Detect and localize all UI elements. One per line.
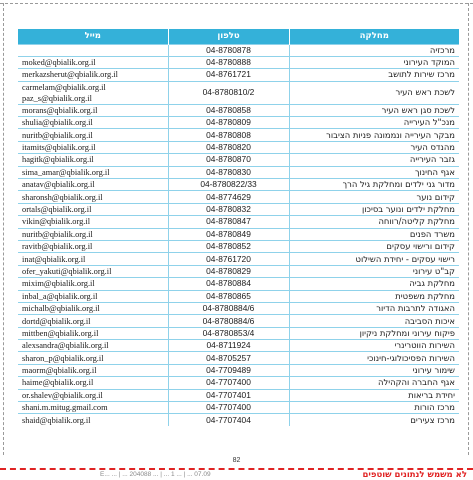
table-header-row (18, 29, 459, 44)
department-cell: אגף החינוך (289, 166, 459, 178)
email-value: michalb@qbialik.org.il (22, 304, 100, 314)
email-cell (18, 340, 168, 352)
email-cell (18, 265, 168, 277)
email-cell (18, 44, 168, 56)
email-value: or.shalev@qbialik.org.il (22, 390, 103, 400)
email-value: anatav@qbialik.org.il (22, 180, 95, 190)
email-cell (18, 352, 168, 364)
table-row (18, 69, 459, 81)
department-cell: האגודה לתרבות הדיור (289, 302, 459, 314)
email-value: sharonsh@qbialik.org.il (22, 192, 103, 202)
phone-cell: 04-8780832 (168, 203, 289, 215)
email-value: inbal_a@qbialik.org.il (22, 291, 98, 301)
phone-cell: 04-8780820 (168, 141, 289, 153)
email-cell (18, 191, 168, 203)
email-value: ortals@qbialik.org.il (22, 204, 92, 214)
table-row (18, 44, 459, 56)
footer-meta: E... ... | ... 204088 ... | ... 1 ... | ... 07.09 (100, 471, 211, 478)
email-cell (18, 228, 168, 240)
table-row (18, 154, 459, 166)
page-border-right (468, 3, 469, 455)
email-cell (18, 364, 168, 376)
table-row (18, 278, 459, 290)
email-cell (18, 315, 168, 327)
email-cell (18, 414, 168, 426)
footer-divider (0, 468, 473, 470)
department-cell: מבקר העירייה ונממונה פניות הציבור (289, 129, 459, 141)
phone-cell: 04-8780829 (168, 265, 289, 277)
phone-cell: 04-8780858 (168, 104, 289, 116)
phone-cell: 04-8780884/6 (168, 315, 289, 327)
department-cell: מחלקת ילדים ונוער בסיכון (289, 203, 459, 215)
phone-cell: 04-8780847 (168, 216, 289, 228)
department-cell: מחלקת קליטה/רווחה (289, 216, 459, 228)
page-border-left (3, 3, 4, 455)
email-value: shaid@qbialik.org.il (22, 415, 91, 425)
phone-cell: 04-7709489 (168, 364, 289, 376)
department-cell: מהנדס העיר (289, 141, 459, 153)
table-row (18, 315, 459, 327)
email-value: alexsandra@qbialik.org.il (22, 341, 109, 351)
table-row (18, 389, 459, 401)
department-cell: מדור גני ילדים ומחלקת גיל הרך (289, 179, 459, 191)
email-cell (18, 81, 168, 104)
table-row (18, 166, 459, 178)
phone-cell: 04-8780808 (168, 129, 289, 141)
email-cell (18, 203, 168, 215)
table-row (18, 56, 459, 68)
email-cell (18, 179, 168, 191)
phone-cell: 04-8780884 (168, 278, 289, 290)
table-row (18, 141, 459, 153)
page-border-top (0, 3, 473, 4)
table-row (18, 104, 459, 116)
email-value: sima_amar@qbialik.org.il (22, 167, 110, 177)
email-cell (18, 117, 168, 129)
department-cell: מחלקת גביה (289, 278, 459, 290)
header-phone: טלפון (168, 29, 289, 44)
email-value: mittben@qbialik.org.il (22, 328, 99, 338)
email-cell (18, 302, 168, 314)
email-cell (18, 253, 168, 265)
email-cell (18, 216, 168, 228)
phone-cell: 04-7707404 (168, 414, 289, 426)
phone-cell: 04-8761721 (168, 69, 289, 81)
email-cell (18, 327, 168, 339)
email-value: nuritb@qbialik.org.il (22, 130, 93, 140)
email-cell (18, 56, 168, 68)
email-value: dortd@qbialik.org.il (22, 316, 91, 326)
table-body (18, 44, 459, 426)
phone-cell: 04-8780884/6 (168, 302, 289, 314)
phone-cell: 04-7707400 (168, 377, 289, 389)
email-value: itamits@qbialik.org.il (22, 143, 96, 153)
email-cell (18, 278, 168, 290)
department-cell: מנכ"ל העירייה (289, 117, 459, 129)
table-row (18, 377, 459, 389)
page-number: 82 (232, 457, 241, 464)
table-row (18, 216, 459, 228)
email-cell (18, 141, 168, 153)
phone-cell: 04-8780870 (168, 154, 289, 166)
phone-cell: 04-8705257 (168, 352, 289, 364)
email-value: maorm@qbialik.org.il (22, 366, 97, 376)
phone-cell: 04-7707401 (168, 389, 289, 401)
phone-cell: 04-8780810/2 (168, 81, 289, 104)
table-row (18, 414, 459, 426)
footer-warning: לא משמש לנתונים שוטפים (362, 471, 467, 480)
email-value: paz_s@qbialik.org.il (22, 93, 92, 103)
header-department: מחלקה (289, 29, 459, 44)
table-row (18, 340, 459, 352)
department-cell: יחידת בריאות (289, 389, 459, 401)
department-cell: מרכז שירות לתושב (289, 69, 459, 81)
email-cell (18, 402, 168, 414)
table-row (18, 327, 459, 339)
department-cell: לשכת סגן ראש העיר (289, 104, 459, 116)
email-value: morans@qbialik.org.il (22, 105, 98, 115)
table-row (18, 81, 459, 104)
email-cell (18, 154, 168, 166)
table-row (18, 129, 459, 141)
table-row (18, 203, 459, 215)
contacts-table (18, 29, 459, 426)
table-row (18, 240, 459, 252)
department-cell: משרד הפנים (289, 228, 459, 240)
department-cell: לשכת ראש העיר (289, 81, 459, 104)
phone-cell: 04-8780822/33 (168, 179, 289, 191)
email-cell (18, 129, 168, 141)
phone-cell: 04-8761720 (168, 253, 289, 265)
email-value: merkazsherut@qbialik.org.il (22, 70, 118, 80)
department-cell: מרכז צעירים (289, 414, 459, 426)
footer (0, 471, 473, 480)
phone-cell: 04-8711924 (168, 340, 289, 352)
phone-cell: 04-8780830 (168, 166, 289, 178)
email-value: hagitk@qbialik.org.il (22, 155, 94, 165)
phone-cell: 04-8774629 (168, 191, 289, 203)
email-cell (18, 377, 168, 389)
table-row (18, 117, 459, 129)
department-cell: קידום נוער (289, 191, 459, 203)
table-row (18, 402, 459, 414)
phone-cell: 04-8780865 (168, 290, 289, 302)
table-row (18, 265, 459, 277)
phone-cell: 04-8780888 (168, 56, 289, 68)
department-cell: מרכז הורות (289, 402, 459, 414)
email-value: carmelam@qbialik.org.il (22, 82, 106, 92)
department-cell: פיקוח עירוני ומחלקת ניקיון (289, 327, 459, 339)
department-cell: השירות הווטרינרי (289, 340, 459, 352)
email-value: ofer_yakuti@qbialik.org.il (22, 266, 112, 276)
table-row (18, 179, 459, 191)
email-value: inat@qbialik.org.il (22, 254, 86, 264)
email-cell (18, 240, 168, 252)
department-cell: גזבר העירייה (289, 154, 459, 166)
email-cell (18, 389, 168, 401)
email-cell (18, 104, 168, 116)
email-value: haime@qbialik.org.il (22, 378, 94, 388)
phone-cell: 04-8780849 (168, 228, 289, 240)
email-value: sharon_p@qbialik.org.il (22, 353, 104, 363)
email-cell (18, 290, 168, 302)
department-cell: מחלקת משפטית (289, 290, 459, 302)
email-value: nuritb@qbialik.org.il (22, 229, 93, 239)
phone-cell: 04-8780878 (168, 44, 289, 56)
phone-cell: 04-8780809 (168, 117, 289, 129)
table-row (18, 302, 459, 314)
email-value: shani.m.mitug.gmail.com (22, 403, 108, 413)
phone-cell: 04-8780852 (168, 240, 289, 252)
header-email: מייל (18, 29, 168, 44)
phone-cell: 04-7707400 (168, 402, 289, 414)
phone-cell: 04-8780853/4 (168, 327, 289, 339)
department-cell: המוקד העירוני (289, 56, 459, 68)
table-row (18, 191, 459, 203)
email-value: moked@qbialik.org.il (22, 58, 96, 68)
email-value: mixim@qbialik.org.il (22, 279, 95, 289)
department-cell: רישוי עסקים - יחידת השילוט (289, 253, 459, 265)
table-row (18, 253, 459, 265)
department-cell: אגף החברה והקהילה (289, 377, 459, 389)
department-cell: קידום ורישוי עסקים (289, 240, 459, 252)
department-cell: מרכזיה (289, 44, 459, 56)
email-value: ravitb@qbialik.org.il (22, 242, 93, 252)
email-cell (18, 69, 168, 81)
department-cell: קב"ט עירוני (289, 265, 459, 277)
table-row (18, 364, 459, 376)
department-cell: שימור עירוני (289, 364, 459, 376)
table-row (18, 228, 459, 240)
department-cell: איכות הסביבה (289, 315, 459, 327)
table-row (18, 352, 459, 364)
email-value: shulia@qbialik.org.il (22, 118, 93, 128)
email-value: vikin@qbialik.org.il (22, 217, 91, 227)
department-cell: השירות הפסיכולוגי-חינוכי (289, 352, 459, 364)
email-cell (18, 166, 168, 178)
table-row (18, 290, 459, 302)
